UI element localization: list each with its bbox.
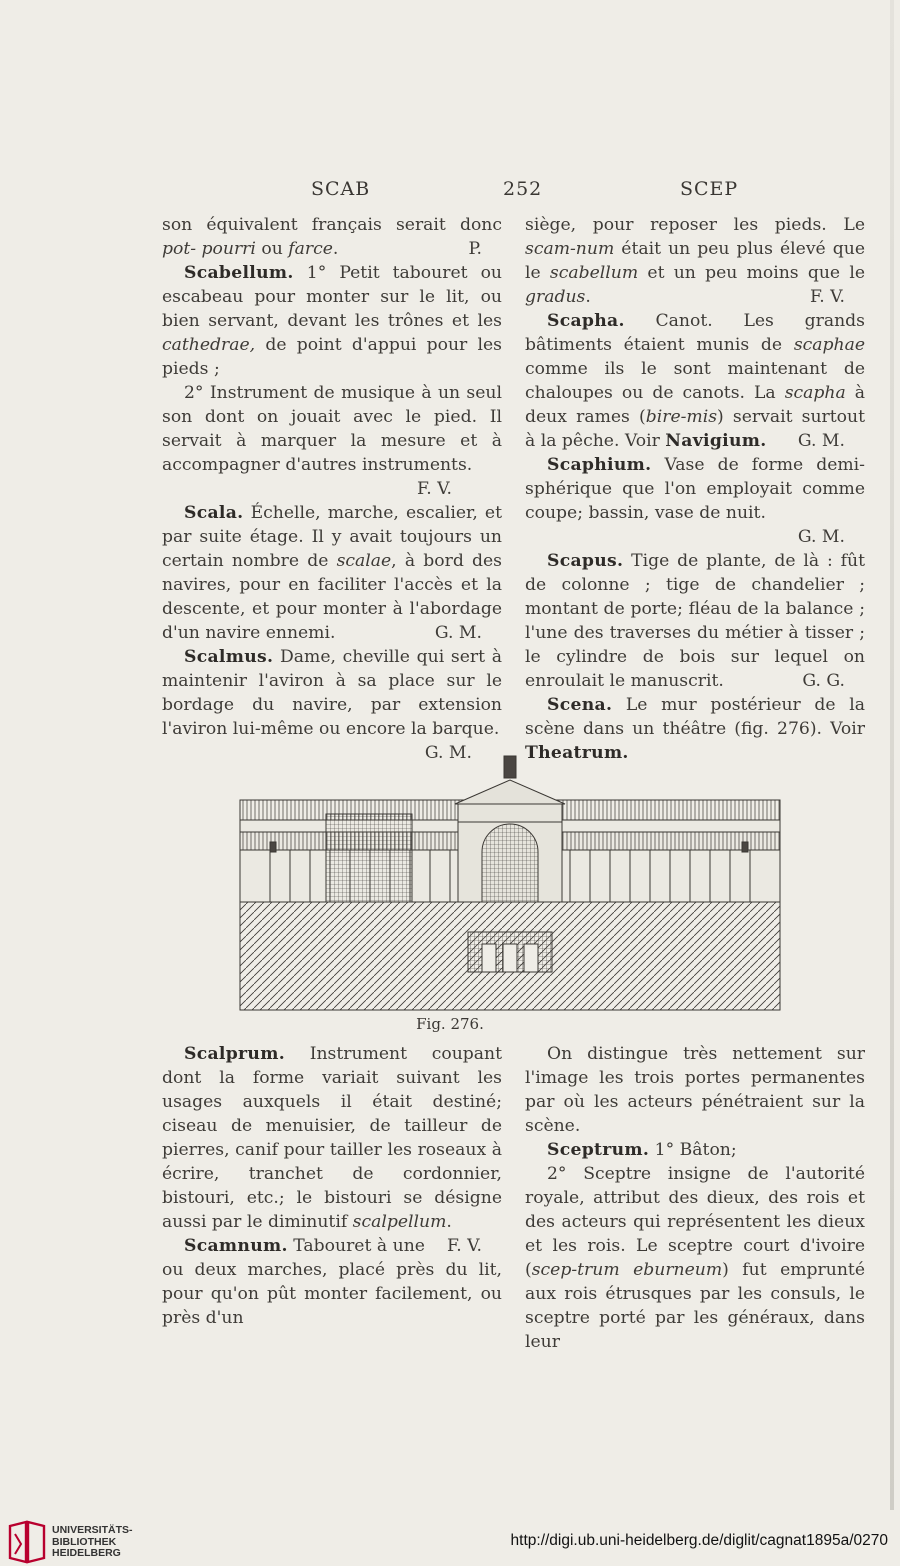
author-signature: P. xyxy=(468,239,482,259)
author-signature: F. V. xyxy=(416,479,452,499)
author-signature: F. V. xyxy=(446,1236,482,1256)
entry-scamnum: Scamnum. Tabouret à une ou deux marches, placé près du lit, pour qu'on pût monter facilement, ou près d'un xyxy=(162,1236,502,1328)
author-signature: G. M. xyxy=(434,623,482,643)
page-edge-shadow xyxy=(890,0,894,1510)
entry-scalprum: Scalprum. Instrument coupant dont la forme variait suivant les usages auxquels il était destiné; ciseau de menuisier, de tailleur de pierres, canif pour tailler les roseaux à écrire, tranchet de cordonnier, bistouri, etc.; le bistouri se désigne aussi par le diminutif scalpellum. F. V. xyxy=(162,1044,502,1256)
paragraph: 2° Instrument de musique à un seul son dont on jouait avec le pied. Il servait à marquer la mesure et à accompagner d'autres instruments. xyxy=(162,383,502,475)
italic-term: scaphae xyxy=(793,335,865,355)
running-header xyxy=(0,178,900,202)
entry-scapha: Scapha. Canot. Les grands bâtiments étaient munis de scaphae comme ils le sont maintenant de chaloupes ou de canots. La scapha à deux rames (bire-mis) servait surtout à la pêche. Voir Navigium. G. M. xyxy=(525,311,865,451)
paragraph: 2° Sceptre insigne de l'autorité royale, attribut des dieux, des rois et des acteurs qui représentent les dieux et les rois. Le sceptre court d'ivoire (scep-trum eburneum) fut emprunté aux rois étrusques par les consuls, le sceptre porté par les généraux, dans leur xyxy=(525,1164,865,1352)
paragraph: On distingue très nettement sur l'image les trois portes permanentes par où les acteurs pénétraient sur la scène. xyxy=(525,1044,865,1136)
entry-scala: Scala. Échelle, marche, escalier, et par suite étage. Il y avait toujours un certain nombre de scalae, à bord des navires, pour en faciliter l'accès et la descente, et pour monter à l'abordage d'un navire ennemi. G. M. xyxy=(162,503,502,643)
header-right-word: SCEP xyxy=(680,178,739,200)
header-left-word: SCAB xyxy=(311,178,371,200)
headword: Scamnum. xyxy=(184,1236,288,1256)
italic-term: gradus xyxy=(525,287,586,307)
library-line: HEIDELBERG xyxy=(52,1547,121,1559)
headword: Sceptrum. xyxy=(547,1140,650,1160)
headword: Theatrum. xyxy=(525,743,629,763)
italic-term: scalae xyxy=(336,551,392,571)
author-signature: G. M. xyxy=(797,527,845,547)
university-library-logo-icon xyxy=(6,1520,48,1566)
italic-term: pourri xyxy=(201,239,256,259)
library-footer xyxy=(0,1512,900,1566)
italic-term: farce xyxy=(288,239,333,259)
headword: Scabellum. xyxy=(184,263,294,283)
headword: Scapus. xyxy=(547,551,624,571)
library-line: UNIVERSITÄTS- xyxy=(52,1524,133,1536)
italic-term: scam-num xyxy=(525,239,615,259)
page-number: 252 xyxy=(503,178,543,200)
italic-term: scalpellum xyxy=(352,1212,447,1232)
italic-term: pot- xyxy=(162,239,197,259)
left-column-top xyxy=(162,213,502,765)
headword: Scapha. xyxy=(547,311,625,331)
library-line: BIBLIOTHEK xyxy=(52,1535,117,1548)
headword: Scala. xyxy=(184,503,244,523)
headword: Scaphium. xyxy=(547,455,652,475)
right-column-top xyxy=(525,213,865,765)
left-column-bottom xyxy=(162,1042,502,1330)
headword: Scena. xyxy=(547,695,613,715)
entry-sceptrum: Sceptrum. 1° Bâton; xyxy=(547,1140,737,1160)
source-url-link[interactable]: http://digi.ub.uni-heidelberg.de/diglit/cagnat1895a/0270 xyxy=(510,1532,888,1549)
figure-caption: Fig. 276. xyxy=(416,1015,484,1033)
entry-scena: Scena. Le mur postérieur de la scène dans un théâtre (fig. 276). Voir Theatrum. xyxy=(525,695,865,763)
entry-scaphium: Scaphium. Vase de forme demi-sphérique que l'on employait comme coupe; bassin, vase de nuit. xyxy=(525,455,865,523)
entry-scapus: Scapus. Tige de plante, de là : fût de colonne ; tige de chandelier ; montant de porte; fléau de la balance ; l'une des traverses du métier à tisser ; le cylindre de bois sur lequel on enroulait le manuscrit. G. G. xyxy=(525,551,865,691)
entry-scalmus: Scalmus. Dame, cheville qui sert à maintenir l'aviron à sa place sur le bordage du navire, par extension l'aviron lui-même ou encore la barque. xyxy=(162,647,502,739)
author-signature: G. M. xyxy=(424,743,472,763)
headword: Scalmus. xyxy=(184,647,274,667)
headword: Navigium. xyxy=(665,431,767,451)
italic-term: bire-mis xyxy=(645,407,718,427)
italic-term: cathedrae, xyxy=(162,335,256,355)
right-column-bottom xyxy=(525,1042,865,1354)
author-signature: G. G. xyxy=(802,671,845,691)
italic-term: scabellum xyxy=(549,263,639,283)
library-name xyxy=(52,1525,133,1560)
paragraph: son équivalent français serait donc pot- pourri ou farce. P. xyxy=(162,215,502,259)
author-signature: F. V. xyxy=(809,287,845,307)
headword: Scalprum. xyxy=(184,1044,285,1064)
theatre-scene-wall-illustration xyxy=(230,752,790,1014)
italic-term: scapha xyxy=(784,383,846,403)
author-signature: G. M. xyxy=(797,431,845,451)
italic-term: scep-trum eburneum xyxy=(531,1260,723,1280)
entry-scabellum: Scabellum. 1° Petit tabouret ou escabeau pour monter sur le lit, ou bien servant, devant les trônes et les cathedrae, de point d'appui pour les pieds ; xyxy=(162,263,502,379)
paragraph: siège, pour reposer les pieds. Le scam-num était un peu plus élevé que le scabellum et un peu moins que le gradus. F. V. xyxy=(525,215,866,307)
